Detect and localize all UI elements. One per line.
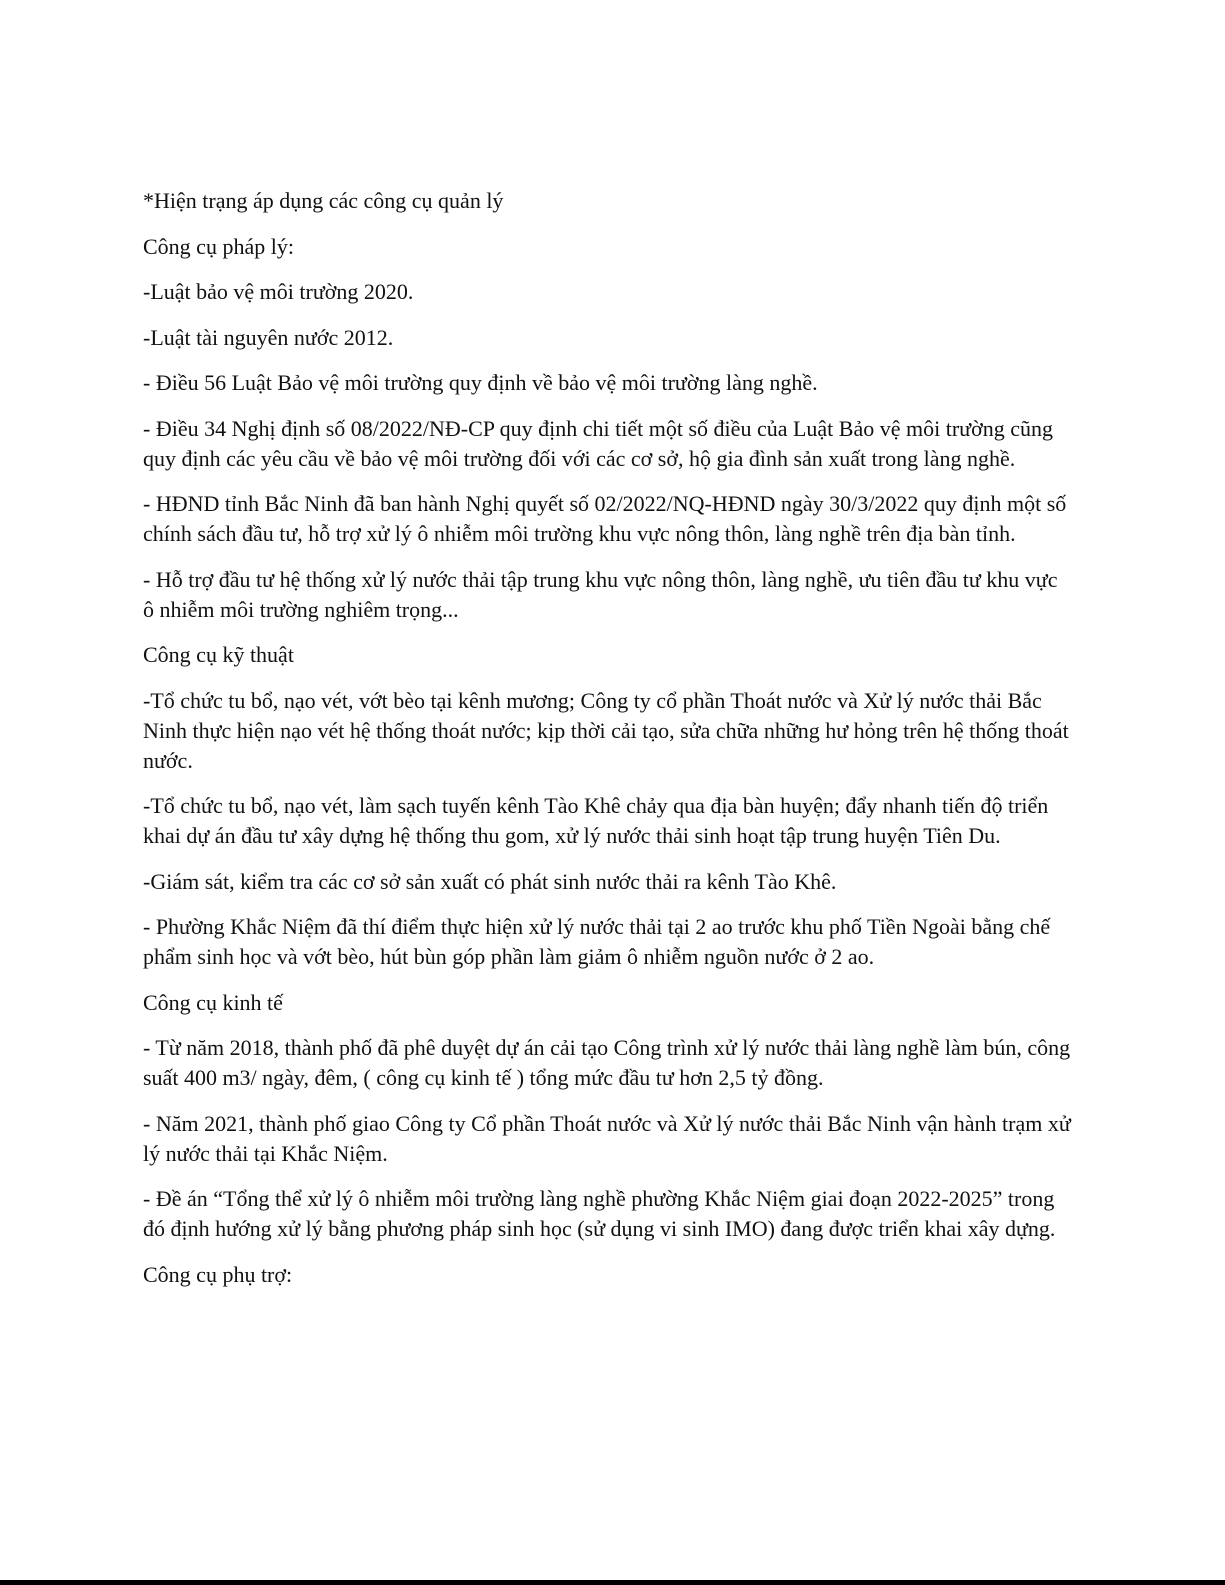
- paragraph-water-resources-law: -Luật tài nguyên nước 2012.: [143, 324, 394, 350]
- document-body: [143, 186, 1073, 1305]
- subheading-supporting-tools: Công cụ phụ trợ:: [143, 1261, 293, 1287]
- subheading-economic-tools: Công cụ kinh tế: [143, 989, 283, 1015]
- paragraph-monitoring-facilities: -Giám sát, kiểm tra các cơ sở sản xuất có phát sinh nước thải ra kênh Tào Khê.: [143, 868, 837, 894]
- paragraph-canal-dredging: -Tổ chức tu bổ, nạo vét, vớt bèo tại kênh mương; Công ty cổ phần Thoát nước và Xử lý nước thải Bắc Ninh thực hiện nạo vét hệ thống thoát nước; kịp thời cải tạo, sửa chữa những hư hỏng trên hệ thống thoát nước.: [143, 687, 1069, 773]
- paragraph-2021-operation: - Năm 2021, thành phố giao Công ty Cổ phần Thoát nước và Xử lý nước thải Bắc Ninh vận hành trạm xử lý nước thải tại Khắc Niệm.: [143, 1110, 1071, 1166]
- paragraph-environmental-protection-law: -Luật bảo vệ môi trường 2020.: [143, 279, 414, 304]
- subheading-technical-tools: Công cụ kỹ thuật: [143, 642, 294, 667]
- paragraph-khac-niem-pilot: - Phường Khắc Niệm đã thí điểm thực hiện xử lý nước thải tại 2 ao trước khu phố Tiền Ngoài bằng chế phẩm sinh học và vớt bèo, hút bùn góp phần làm giảm ô nhiễm nguồn nước ở 2 ao.: [143, 914, 1051, 969]
- paragraph-wastewater-investment-support: - Hỗ trợ đầu tư hệ thống xử lý nước thải tập trung khu vực nông thôn, làng nghề, ưu tiên đầu tư khu vực ô nhiễm môi trường nghiêm trọng...: [143, 566, 1058, 622]
- page-bottom-border: [0, 1580, 1225, 1585]
- paragraph-bac-ninh-resolution: - HĐND tỉnh Bắc Ninh đã ban hành Nghị quyết số 02/2022/NQ-HĐND ngày 30/3/2022 quy định một số chính sách đầu tư, hỗ trợ xử lý ô nhiễm môi trường khu vực nông thôn, làng nghề trên địa bàn tỉnh.: [143, 491, 1067, 546]
- paragraph-2022-2025-plan: - Đề án “Tổng thể xử lý ô nhiễm môi trường làng nghề phường Khắc Niệm giai đoạn 2022-2025” trong đó định hướng xử lý bằng phương pháp sinh học (sử dụng vi sinh IMO) đang được triển khai xây dựng.: [143, 1186, 1056, 1241]
- section-heading-management-tools: *Hiện trạng áp dụng các công cụ quản lý: [143, 188, 504, 213]
- paragraph-article-56: - Điều 56 Luật Bảo vệ môi trường quy định về bảo vệ môi trường làng nghề.: [143, 370, 818, 395]
- paragraph-2018-project: - Từ năm 2018, thành phố đã phê duyệt dự án cải tạo Công trình xử lý nước thải làng nghề làm bún, công suất 400 m3/ ngày, đêm, ( công cụ kinh tế ) tổng mức đầu tư hơn 2,5 tỷ đồng.: [143, 1035, 1071, 1090]
- paragraph-article-34-decree: - Điều 34 Nghị định số 08/2022/NĐ-CP quy định chi tiết một số điều của Luật Bảo vệ môi trường cũng quy định các yêu cầu về bảo vệ môi trường đối với các cơ sở, hộ gia đình sản xuất trong làng nghề.: [143, 415, 1053, 471]
- subheading-legal-tools: Công cụ pháp lý:: [143, 233, 294, 259]
- paragraph-tao-khe-canal: -Tổ chức tu bổ, nạo vét, làm sạch tuyến kênh Tào Khê chảy qua địa bàn huyện; đẩy nhanh tiến độ triển khai dự án đầu tư xây dựng hệ thống thu gom, xử lý nước thải sinh hoạt tập trung huyện Tiên Du.: [143, 793, 1049, 848]
